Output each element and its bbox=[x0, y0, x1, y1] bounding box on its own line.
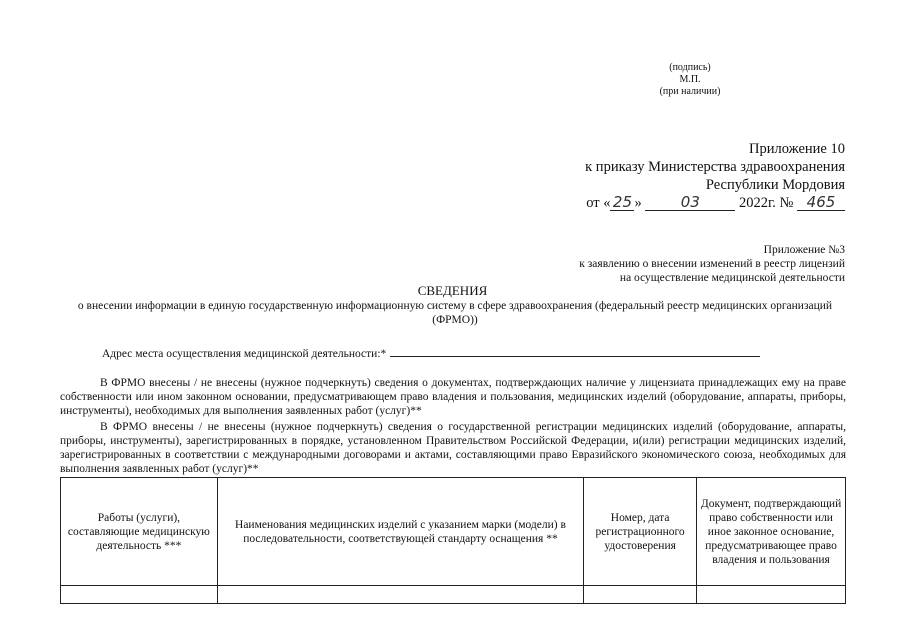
signature-block bbox=[600, 62, 780, 98]
table-row bbox=[61, 586, 846, 604]
application-annex bbox=[425, 243, 845, 285]
order-number: 465 bbox=[797, 195, 845, 211]
order-month: 03 bbox=[645, 195, 735, 211]
order-annex-line2: к приказу Министерства здравоохранения bbox=[585, 159, 845, 175]
equipment-table bbox=[60, 477, 846, 604]
table-cell[interactable] bbox=[584, 586, 697, 604]
signature-caption: (подпись) bbox=[669, 62, 711, 73]
order-year-text: 2022г. № bbox=[738, 195, 794, 211]
application-annex-line1: Приложение №3 bbox=[763, 244, 845, 256]
paragraph-documents: В ФРМО внесены / не внесены (нужное подчеркнуть) сведения о документах, подтверждающих наличие у лицензиата принадлежащих ему на праве собственности или ином законном основании, предусматривающем право владения и пользования, медицинских изделий (оборудование, аппараты, приборы, инструменты), необходимых для выполнения заявленных работ (услуг)** bbox=[60, 377, 846, 417]
application-annex-line3: на осуществление медицинской деятельности bbox=[619, 272, 845, 284]
table-cell[interactable] bbox=[697, 586, 846, 604]
order-date-line bbox=[425, 194, 845, 212]
table-header-row bbox=[61, 478, 846, 586]
order-annex bbox=[425, 140, 845, 212]
table-cell[interactable] bbox=[61, 586, 218, 604]
address-field bbox=[102, 346, 802, 361]
document-subtitle: о внесении информации в единую государственную информационную систему в сфере здравоохранения (федеральный реестр медицинских организаций (ФРМО)) bbox=[77, 300, 833, 326]
header-registration: Номер, дата регистрационного удостоверения bbox=[584, 478, 697, 586]
document-title: СВЕДЕНИЯ bbox=[417, 283, 488, 298]
header-works: Работы (услуги), составляющие медицинскую деятельность *** bbox=[61, 478, 218, 586]
header-device-names: Наименования медицинских изделий с указанием марки (модели) в последовательности, соответствующей стандарту оснащения ** bbox=[217, 478, 583, 586]
table-cell[interactable] bbox=[217, 586, 583, 604]
if-present-caption: (при наличии) bbox=[659, 86, 721, 97]
date-prefix: от « bbox=[586, 195, 611, 211]
order-annex-line1: Приложение 10 bbox=[749, 141, 845, 157]
address-input-line[interactable] bbox=[390, 346, 760, 357]
order-annex-line3: Республики Мордовия bbox=[705, 177, 845, 193]
address-label: Адрес места осуществления медицинской деятельности:* bbox=[102, 348, 387, 360]
seal-caption: М.П. bbox=[679, 74, 701, 85]
date-day-close: » bbox=[634, 195, 642, 211]
order-day: 25 bbox=[610, 195, 634, 211]
application-annex-line2: к заявлению о внесении изменений в реестр лицензий bbox=[579, 258, 845, 270]
header-ownership-doc: Документ, подтверждающий право собственности или иное законное основание, предусматривающее право владения и пользования bbox=[697, 478, 846, 586]
paragraph-registration: В ФРМО внесены / не внесены (нужное подчеркнуть) сведения о государственной регистрации медицинских изделий (оборудование, аппараты, приборы, инструменты), зарегистрированных в порядке, установленном Правительством Российской Федерации, и(или) регистрации медицинских изделий, зарегистрированных в соответствии с международными договорами и актами, составляющими право Евразийского экономического союза, необходимых для выполнения заявленных работ (услуг)** bbox=[60, 421, 846, 475]
